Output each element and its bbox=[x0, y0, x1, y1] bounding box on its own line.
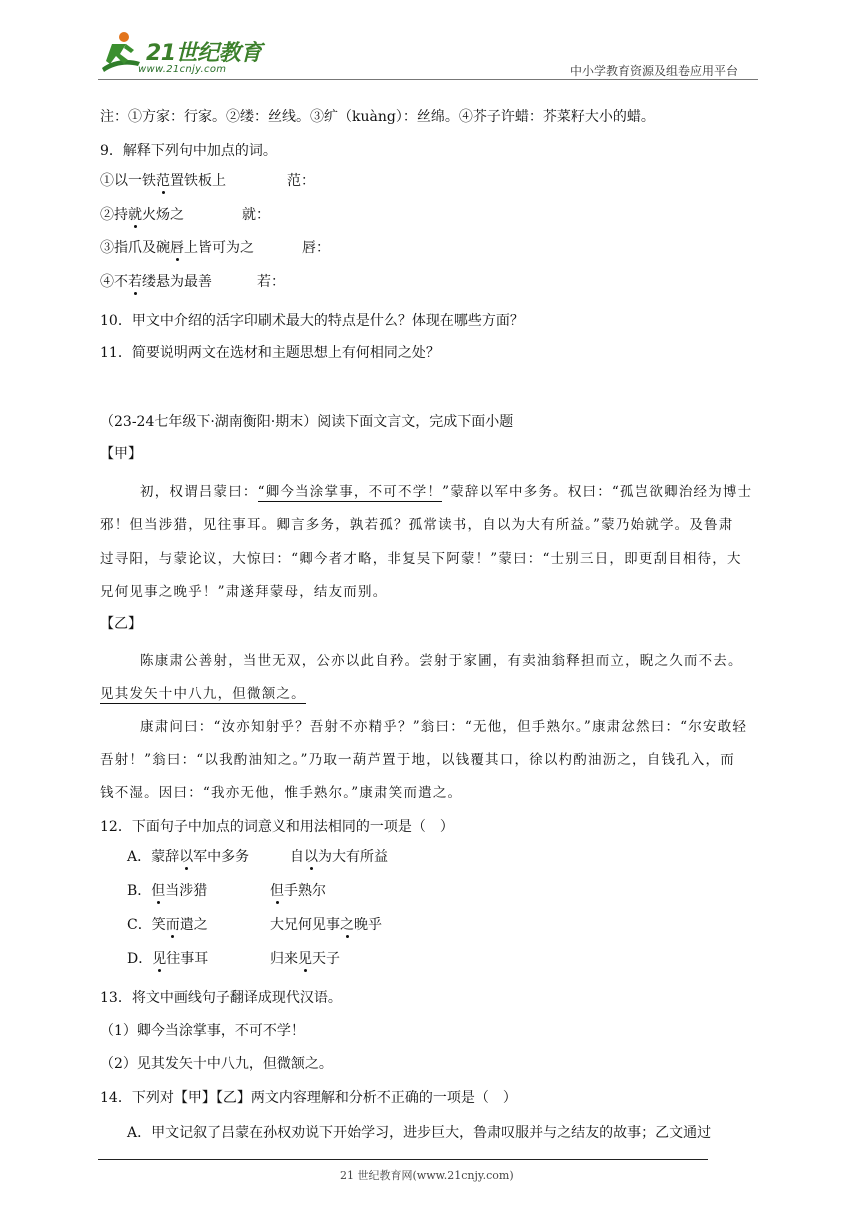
q13-sentence-2: （2）见其发矢十中八九，但微颔之。 bbox=[100, 1056, 333, 1072]
dotted-char: 之 bbox=[340, 917, 354, 933]
q9-item-3: ③指爪及碗唇上皆可为之 bbox=[100, 240, 254, 256]
underlined-sentence: 见其发矢十中八九，但微颔之。 bbox=[100, 686, 306, 702]
question-12-stem: 12．下面句子中加点的词意义和用法相同的一项是（ ） bbox=[100, 819, 454, 835]
question-9-stem: 9．解释下列句中加点的词。 bbox=[100, 143, 277, 159]
dotted-char: 就 bbox=[128, 207, 142, 223]
q13-sentence-1: （1）卿今当涂掌事，不可不学！ bbox=[100, 1023, 305, 1039]
dotted-char: 以 bbox=[179, 849, 194, 865]
header-divider bbox=[98, 79, 758, 80]
dotted-char: 但 bbox=[151, 883, 166, 899]
q12-option-b[interactable]: B．但当涉猎 bbox=[127, 883, 208, 899]
underlined-sentence: “卿今当涂掌事，不可不学！ bbox=[257, 484, 443, 500]
jia-line-1: 初，权谓吕蒙曰：“卿今当涂掌事，不可不学！”蒙辞以军中多务。权曰：“孤岂欲卿治经为博士 bbox=[140, 484, 753, 500]
question-10: 10．甲文中介绍的活字印刷术最大的特点是什么？体现在哪些方面？ bbox=[100, 313, 524, 329]
question-11: 11．简要说明两文在选材和主题思想上有何相同之处？ bbox=[100, 345, 440, 361]
jia-line-4: 兄何见事之晚乎！”肃遂拜蒙母，结友而别。 bbox=[100, 584, 388, 600]
dotted-char: 唇 bbox=[170, 240, 184, 256]
q9-item-2-answer: 就： bbox=[242, 207, 270, 223]
q9-item-3-answer: 唇： bbox=[302, 240, 330, 256]
q9-item-4: ④不若缕悬为最善 bbox=[100, 274, 212, 290]
question-13-stem: 13．将文中画线句子翻译成现代汉语。 bbox=[100, 990, 342, 1006]
platform-title: 中小学教育资源及组卷应用平台 bbox=[570, 64, 739, 78]
passage-yi-label: 【乙】 bbox=[100, 616, 142, 632]
q14-option-a[interactable]: A．甲文记叙了吕蒙在孙权劝说下开始学习，进步巨大，鲁肃叹服并与之结友的故事；乙文通过 bbox=[127, 1125, 712, 1141]
logo-url: www.21cnjy.com bbox=[138, 64, 227, 75]
runner-logo-icon bbox=[98, 30, 142, 76]
footer-divider bbox=[98, 1159, 708, 1160]
q9-item-1-answer: 范： bbox=[287, 173, 315, 189]
dotted-char: 范 bbox=[156, 173, 170, 189]
logo-title: 21世纪教育 bbox=[146, 41, 262, 66]
yi-line-3: 康肃问曰：“汝亦知射乎？吾射不亦精乎？”翁曰：“无他，但手熟尔。”康肃忿然曰：“尔安敢轻 bbox=[140, 719, 748, 735]
q12-option-c-compare: 大兄何见事之晚乎 bbox=[270, 917, 382, 933]
q9-item-4-answer: 若： bbox=[257, 274, 285, 290]
dotted-char: 但 bbox=[270, 883, 284, 899]
q12-option-a-compare: 自以为大有所益 bbox=[290, 849, 388, 865]
footer-text: 21 世纪教育网(www.21cnjy.com) bbox=[340, 1169, 514, 1182]
question-14-stem: 14．下列对【甲】【乙】两文内容理解和分析不正确的一项是（ ） bbox=[100, 1090, 517, 1106]
dotted-char: 见 bbox=[298, 951, 312, 967]
jia-line-3: 过寻阳，与蒙论议，大惊曰：“卿今者才略，非复吴下阿蒙！”蒙曰：“士别三日，即更刮目相待，大 bbox=[100, 551, 742, 567]
dotted-char: 以 bbox=[304, 849, 318, 865]
dotted-char: 而 bbox=[165, 917, 180, 933]
dotted-char: 若 bbox=[128, 274, 142, 290]
passage-jia-label: 【甲】 bbox=[100, 446, 142, 462]
q12-option-c[interactable]: C．笑而遣之 bbox=[127, 917, 208, 933]
q12-option-d[interactable]: D．见往事耳 bbox=[127, 951, 209, 967]
passage-source: （23-24七年级下·湖南衡阳·期末）阅读下面文言文，完成下面小题 bbox=[100, 414, 514, 430]
dotted-char: 见 bbox=[152, 951, 167, 967]
yi-line-4: 吾射！”翁曰：“以我酌油知之。”乃取一葫芦置于地，以钱覆其口，徐以杓酌油沥之，自钱孔入，而 bbox=[100, 752, 735, 768]
q12-option-a[interactable]: A．蒙辞以军中多务 bbox=[127, 849, 250, 865]
yi-line-1: 陈康肃公善射，当世无双，公亦以此自矜。尝射于家圃，有卖油翁释担而立，睨之久而不去。 bbox=[140, 653, 743, 669]
yi-line-5: 钱不湿。因曰：“我亦无他，惟手熟尔。”康肃笑而遣之。 bbox=[100, 785, 463, 801]
q9-item-2: ②持就火炀之 bbox=[100, 207, 184, 223]
jia-line-2: 邪！但当涉猎，见往事耳。卿言多务，孰若孤？孤常读书，自以为大有所益。”蒙乃始就学。及鲁肃 bbox=[100, 517, 734, 533]
site-logo bbox=[98, 30, 268, 80]
note-line: 注：①方家：行家。②缕：丝线。③纩（kuàng）：丝绵。④芥子许蜡：芥菜籽大小的蜡。 bbox=[100, 109, 655, 125]
q12-option-d-compare: 归来见天子 bbox=[270, 951, 340, 967]
q12-option-b-compare: 但手熟尔 bbox=[270, 883, 326, 899]
yi-line-2 bbox=[100, 682, 306, 702]
q9-item-1: ①以一铁范置铁板上 bbox=[100, 173, 226, 189]
